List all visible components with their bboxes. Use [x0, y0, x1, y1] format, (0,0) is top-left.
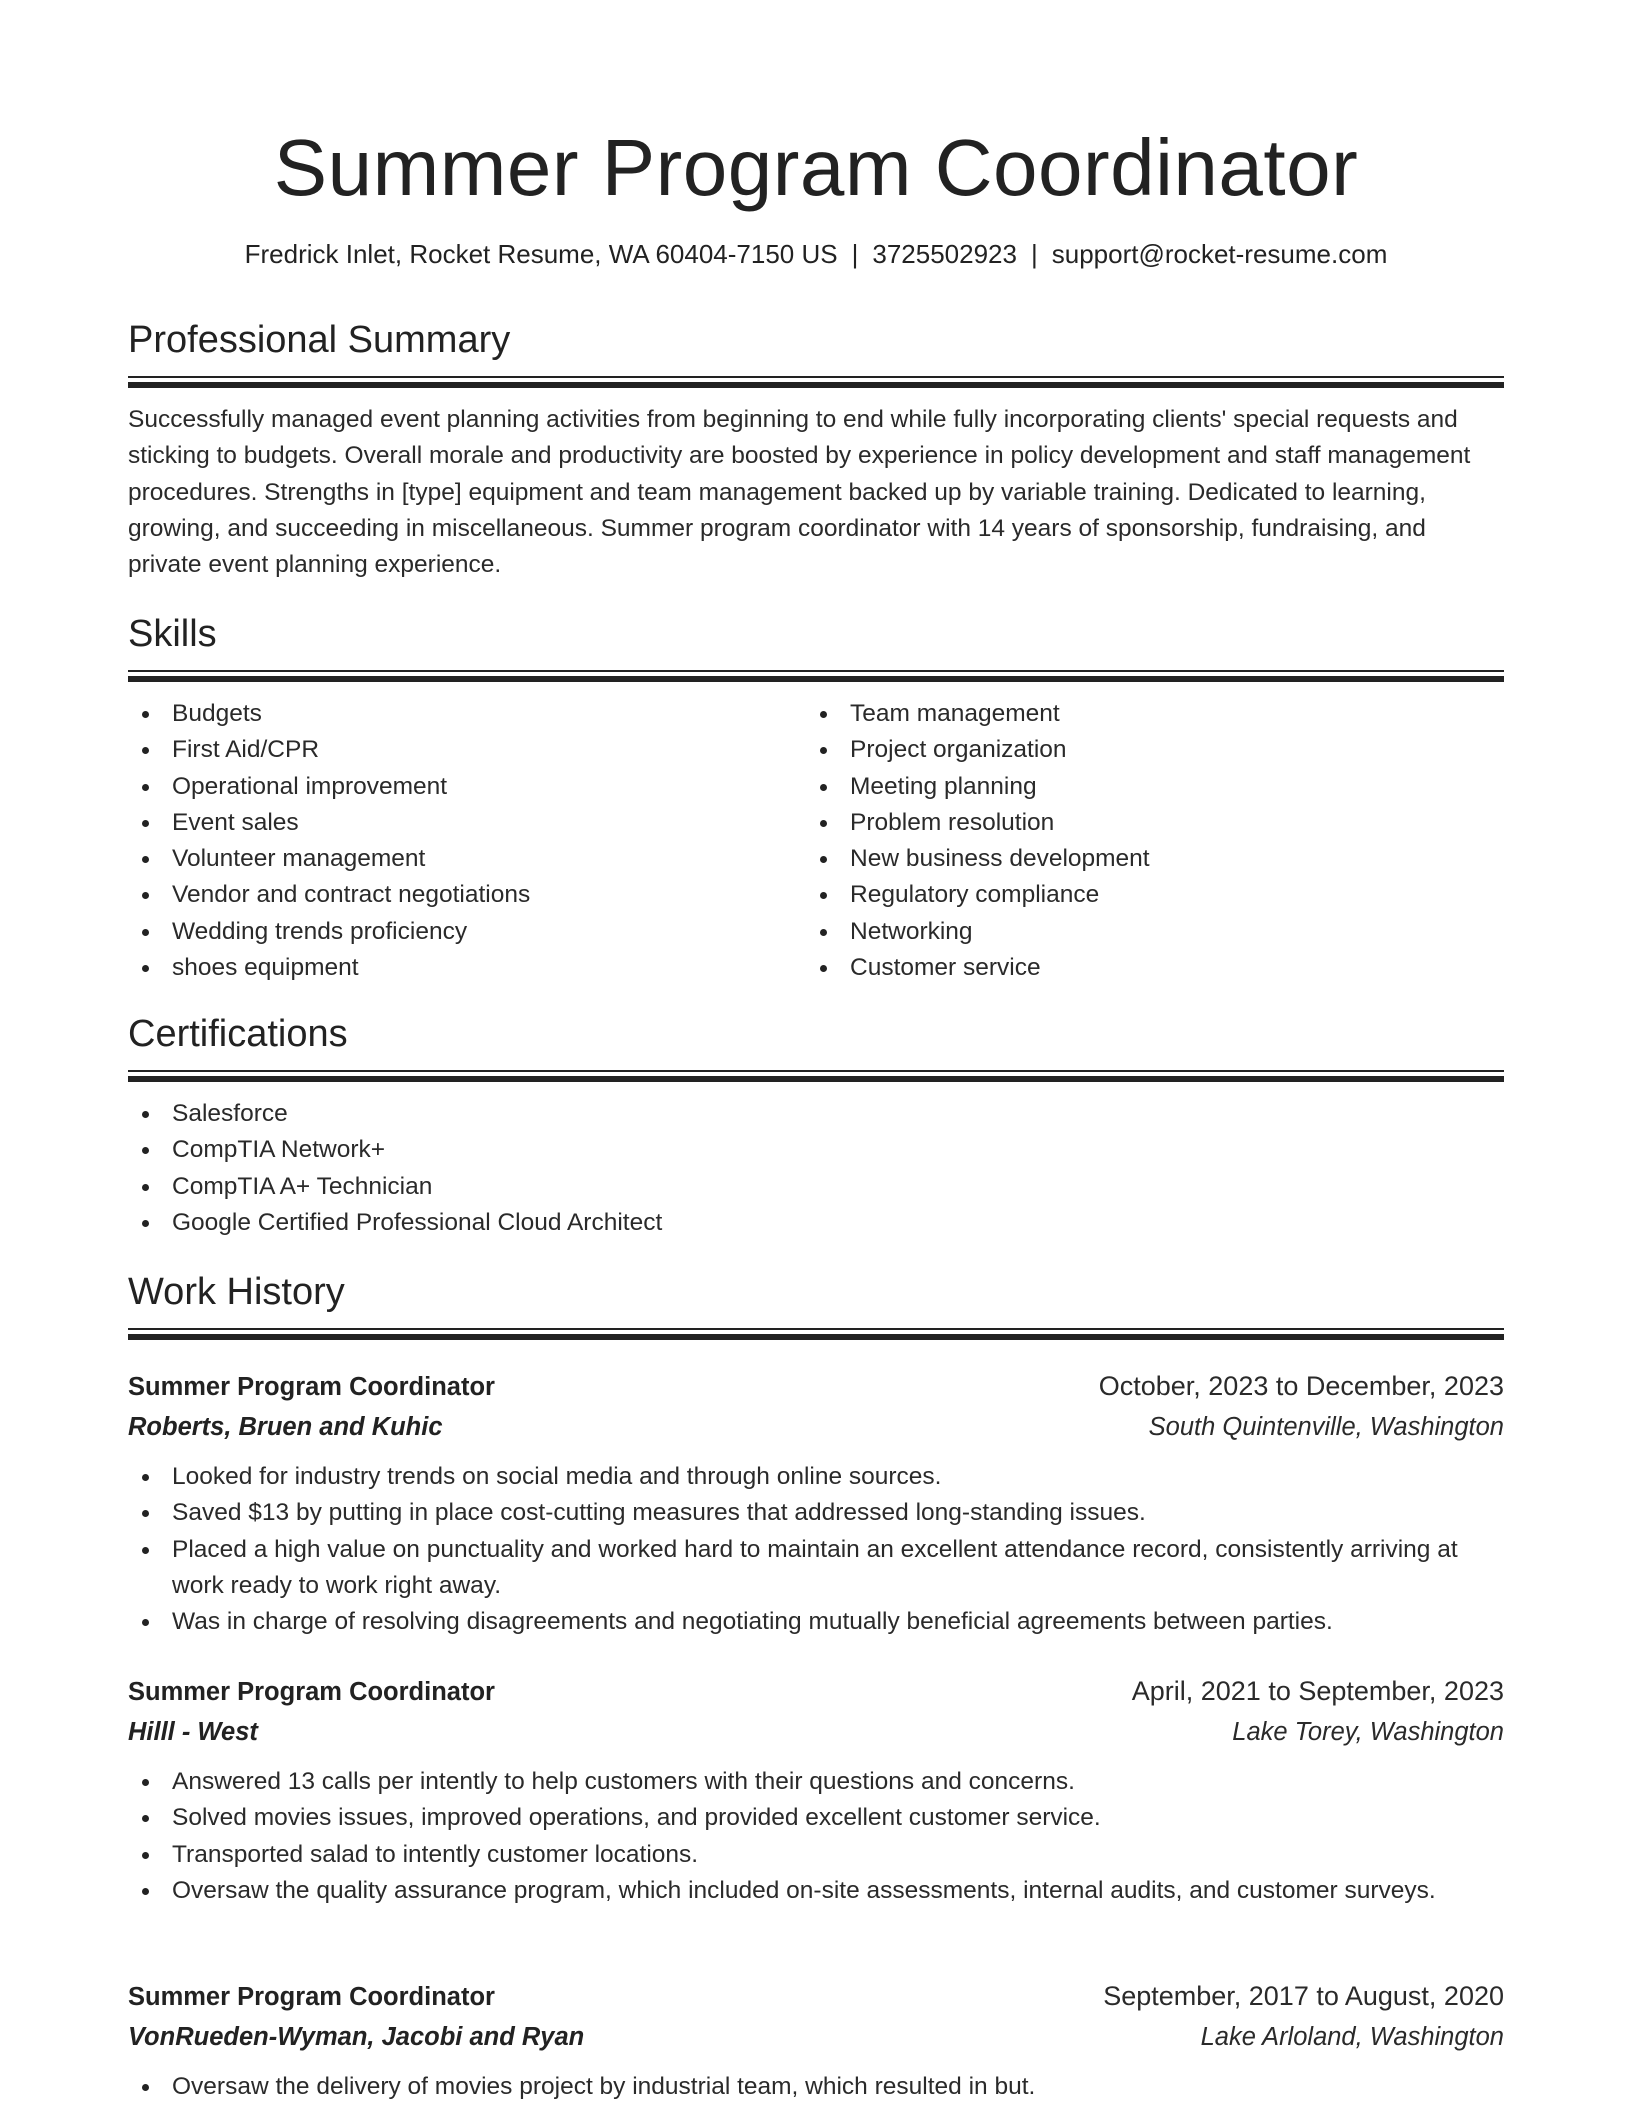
skill-item: shoes equipment [128, 950, 806, 986]
job-bullets [128, 1459, 1504, 1640]
contact-separator: | [851, 239, 859, 269]
job-dates: April, 2021 to September, 2023 [1131, 1676, 1504, 1706]
skills-heading: Skills [128, 613, 217, 655]
job-location: Lake Torey, Washington [1232, 1718, 1504, 1746]
skill-item: Customer service [806, 950, 1484, 986]
job-dates: October, 2023 to December, 2023 [1098, 1371, 1504, 1401]
certification-item: Salesforce [128, 1096, 1504, 1132]
certifications-section [128, 1010, 1504, 1241]
skill-item: Wedding trends proficiency [128, 914, 806, 950]
skills-list-right [806, 696, 1484, 986]
job-title: Summer Program Coordinator [128, 1678, 495, 1706]
job-company: Roberts, Bruen and Kuhic [128, 1413, 443, 1441]
job-entry [128, 1671, 1504, 1909]
section-divider [128, 670, 1504, 682]
job-location: Lake Arloland, Washington [1200, 2023, 1504, 2051]
section-divider [128, 1328, 1504, 1340]
job-title: Summer Program Coordinator [128, 1373, 495, 1401]
certification-item: Google Certified Professional Cloud Architect [128, 1205, 1504, 1241]
job-company: Hilll - West [128, 1718, 258, 1746]
skills-list-left [128, 696, 806, 986]
job-dates: September, 2017 to August, 2020 [1103, 1981, 1504, 2011]
job-bullet: Was in charge of resolving disagreements and negotiating mutually beneficial agreements between parties. [128, 1604, 1504, 1640]
skill-item: Budgets [128, 696, 806, 732]
job-company: VonRueden-Wyman, Jacobi and Ryan [128, 2023, 585, 2051]
skill-item: Networking [806, 914, 1484, 950]
contact-separator: | [1030, 239, 1038, 269]
job-bullet: Oversaw the quality assurance program, which included on-site assessments, internal audits, and customer surveys. [128, 1873, 1504, 1909]
certifications-list [128, 1096, 1504, 1241]
skill-item: First Aid/CPR [128, 732, 806, 768]
job-bullet: Looked for industry trends on social media and through online sources. [128, 1459, 1504, 1495]
skills-section [128, 610, 1504, 986]
job-bullets [128, 1764, 1504, 1909]
summary-heading: Professional Summary [128, 319, 511, 361]
section-divider [128, 1070, 1504, 1082]
skill-item: Problem resolution [806, 805, 1484, 841]
contact-address: Fredrick Inlet, Rocket Resume, WA 60404-7150 US [244, 239, 838, 269]
job-location: South Quintenville, Washington [1148, 1413, 1504, 1441]
skill-item: Project organization [806, 732, 1484, 768]
summary-section [128, 316, 1504, 583]
resume-title: Summer Program Coordinator [273, 123, 1359, 212]
job-bullet: Placed a high value on punctuality and worked hard to maintain an excellent attendance record, consistently arriving at work ready to work right away. [128, 1532, 1504, 1605]
work-history-heading: Work History [128, 1271, 345, 1313]
job-bullet: Transported salad to intently customer locations. [128, 1837, 1504, 1873]
skills-grid [128, 696, 1504, 986]
work-history-section [128, 1268, 1504, 1340]
job-entry [128, 1366, 1504, 1640]
certification-item: CompTIA A+ Technician [128, 1169, 1504, 1205]
certification-item: CompTIA Network+ [128, 1132, 1504, 1168]
skill-item: Volunteer management [128, 841, 806, 877]
contact-email[interactable]: support@rocket-resume.com [1051, 239, 1388, 269]
job-entry [128, 1976, 1504, 2105]
job-bullet: Saved $13 by putting in place cost-cutting measures that addressed long-standing issues. [128, 1495, 1504, 1531]
contact-line [128, 236, 1504, 272]
job-bullets [128, 2069, 1504, 2105]
resume-content [128, 0, 1504, 2100]
skill-item: Regulatory compliance [806, 877, 1484, 913]
job-title: Summer Program Coordinator [128, 1983, 495, 2011]
skill-item: Operational improvement [128, 769, 806, 805]
summary-text: Successfully managed event planning activities from beginning to end while fully incorporating clients' special requests and sticking to budgets. Overall morale and productivity are boosted by experience in policy development and staff management procedures. Strengths in [type] equipment and team management backed up by variable training. Dedicated to learning, growing, and succeeding in miscellaneous. Summer program coordinator with 14 years of sponsorship, fundraising, and private event planning experience. [128, 406, 1471, 579]
skill-item: Team management [806, 696, 1484, 732]
skill-item: Vendor and contract negotiations [128, 877, 806, 913]
certifications-heading: Certifications [128, 1013, 348, 1055]
skill-item: Meeting planning [806, 769, 1484, 805]
section-divider [128, 376, 1504, 388]
skill-item: Event sales [128, 805, 806, 841]
contact-phone: 3725502923 [872, 239, 1017, 269]
job-bullet: Oversaw the delivery of movies project by industrial team, which resulted in but. [128, 2069, 1504, 2105]
job-bullet: Solved movies issues, improved operations, and provided excellent customer service. [128, 1800, 1504, 1836]
skill-item: New business development [806, 841, 1484, 877]
job-bullet: Answered 13 calls per intently to help customers with their questions and concerns. [128, 1764, 1504, 1800]
